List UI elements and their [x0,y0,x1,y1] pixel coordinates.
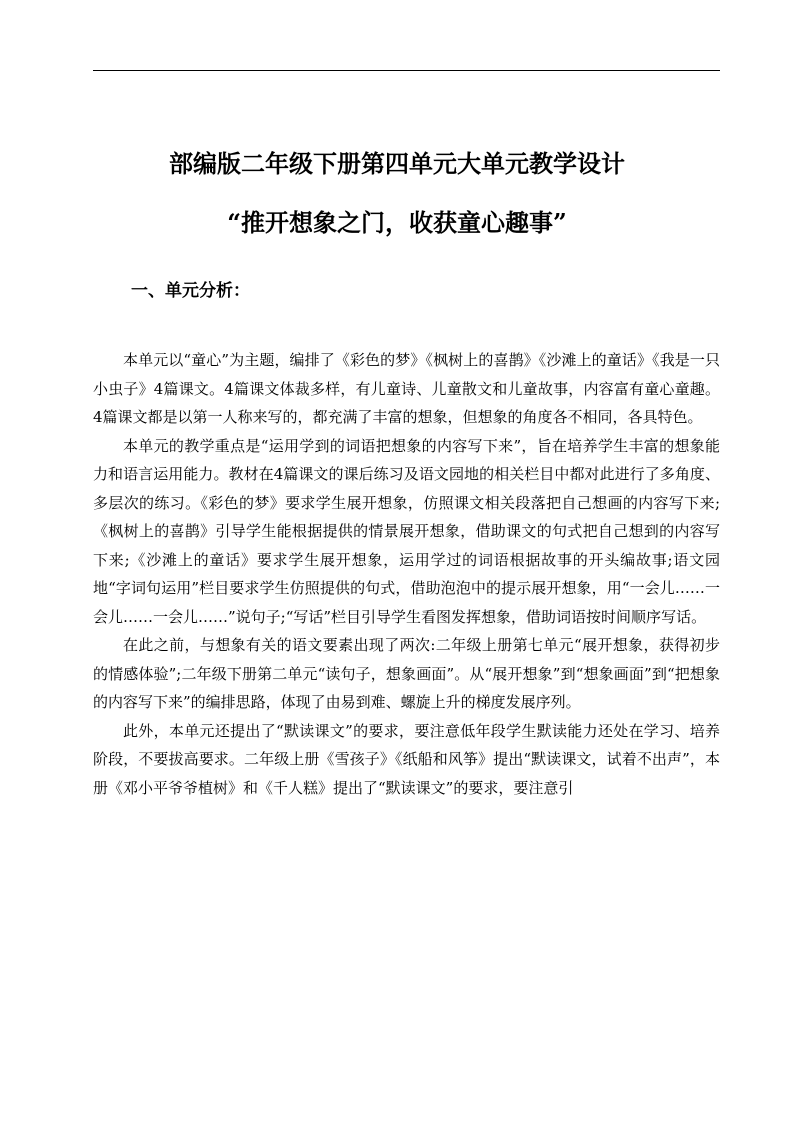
paragraph-1: 本单元以“童心”为主题，编排了《彩色的梦》《枫树上的喜鹊》《沙滩上的童话》《我是一只小虫子》4篇课文。4篇课文体裁多样，有儿童诗、儿童散文和儿童故事，内容富有童心童趣。4篇课文都是以第一人称来写的，都充满了丰富的想象，但想象的角度各不相同，各具特色。 [93,351,720,426]
paragraph-3: 在此之前，与想象有关的语文要素出现了两次:二年级上册第七单元“展开想象，获得初步的情感体验”;二年级下册第二单元“读句子，想象画面”。从“展开想象”到“想象画面”到“把想象的内容写下来”的编排思路，体现了由易到难、螺旋上升的梯度发展序列。 [93,636,720,711]
document-body [93,346,720,802]
paragraph-4: 此外，本单元还提出了“默读课文”的要求，要注意低年段学生默读能力还处在学习、培养阶段，不要拔高要求。二年级上册《雪孩子》《纸船和风筝》提出“默读课文，试着不出声”，本册《邓小平爷爷植树》和《千人糕》提出了“默读课文”的要求，要注意引 [93,721,720,797]
header-rule [93,70,720,71]
document-title: 部编版二年级下册第四单元大单元教学设计 [169,149,625,178]
document-subtitle: “推开想象之门，收获童心趣事” [227,208,567,237]
paragraph-2: 本单元的教学重点是“运用学到的词语把想象的内容写下来”，旨在培养学生丰富的想象能力和语言运用能力。教材在4篇课文的课后练习及语文园地的相关栏目中都对此进行了多角度、多层次的练习。《彩色的梦》要求学生展开想象，仿照课文相关段落把自己想画的内容写下来;《枫树上的喜鹊》引导学生能根据提供的情景展开想象，借助课文的句式把自己想到的内容写下来;《沙滩上的童话》要求学生展开想象，运用学过的词语根据故事的开头编故事;语文园地“字词句运用”栏目要求学生仿照提供的句式，借助泡泡中的提示展开想象，用“一会儿……一会儿……一会儿……”说句子;“写话”栏目引导学生看图发挥想象，借助词语按时间顺序写话。 [93,436,720,626]
section-heading: 一、单元分析： [131,281,250,301]
